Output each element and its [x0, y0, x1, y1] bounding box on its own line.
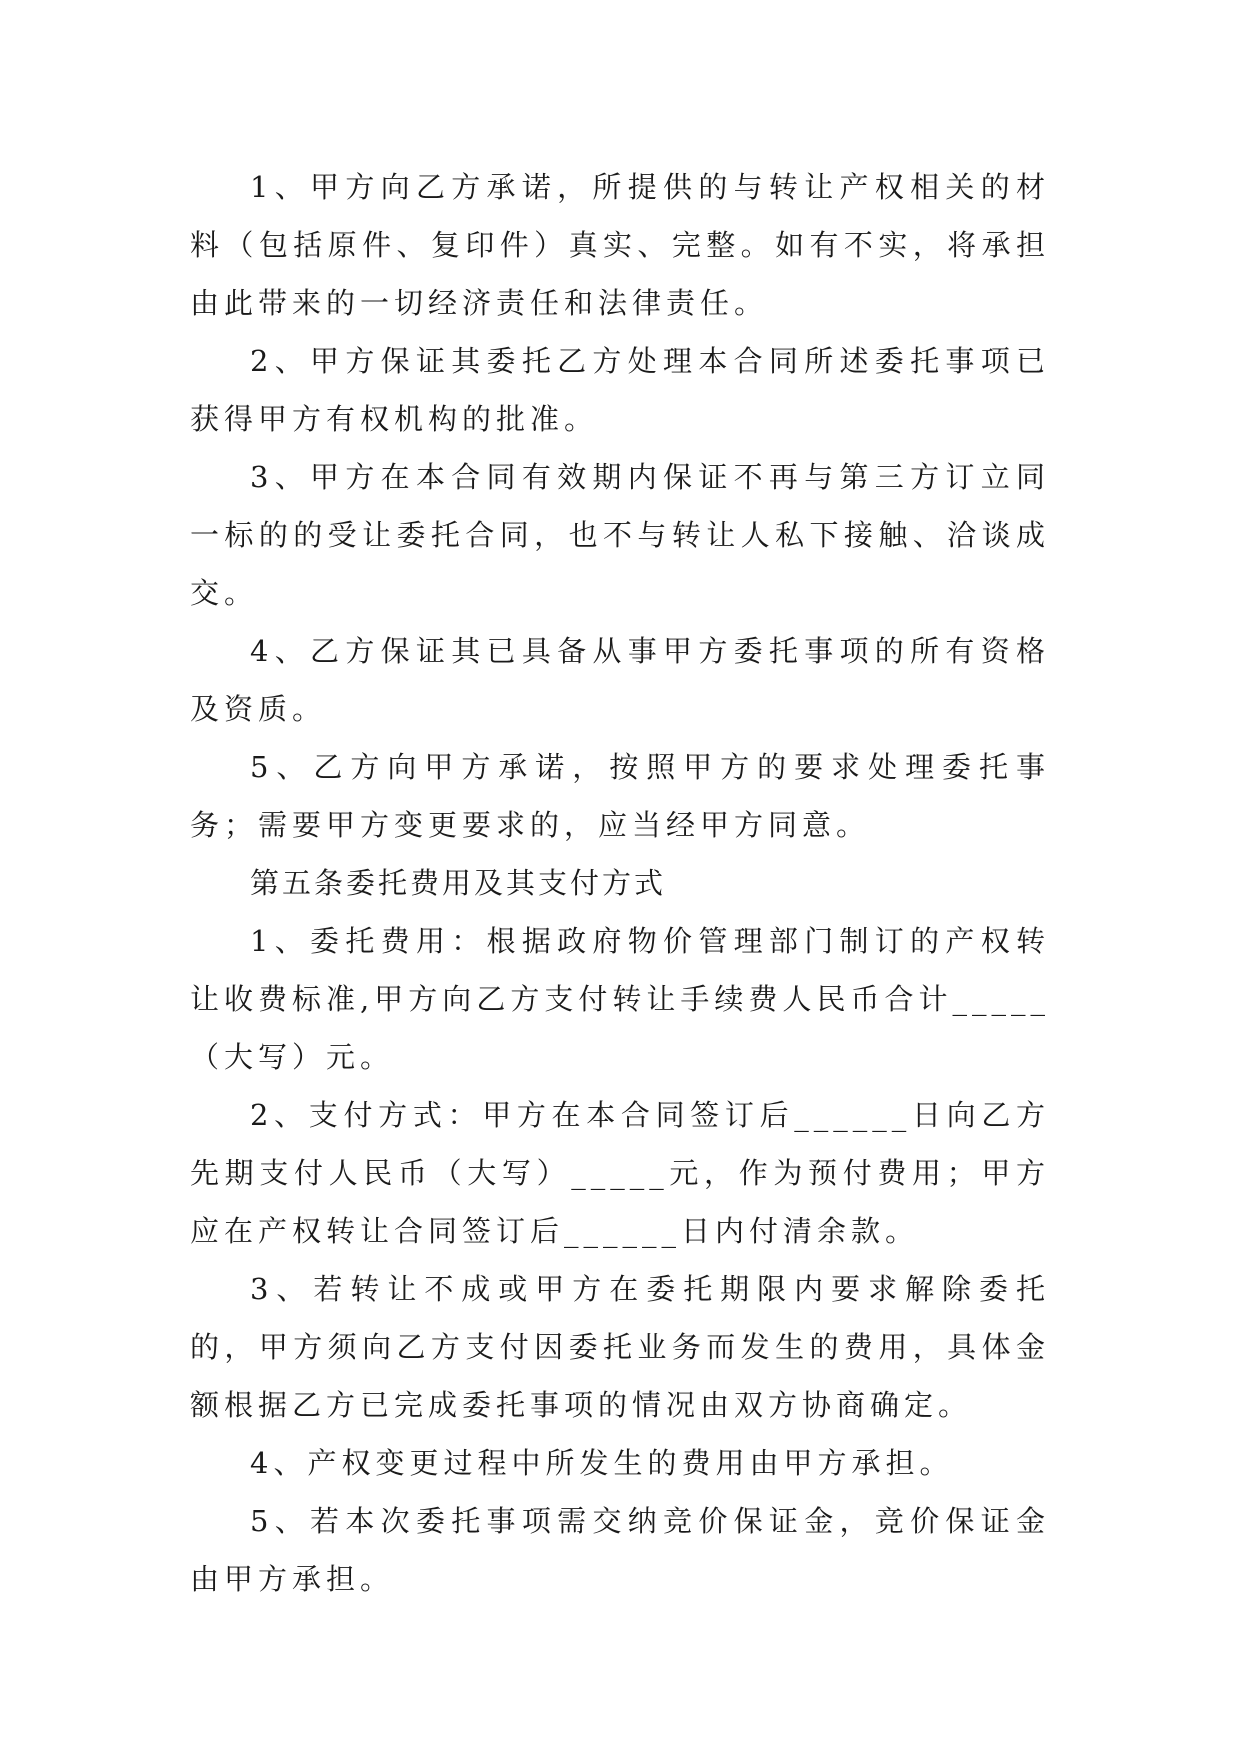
clause-paragraph: 3、若转让不成或甲方在委托期限内要求解除委托的，甲方须向乙方支付因委托业务而发生的费用，具体金额根据乙方已完成委托事项的情况由双方协商确定。: [190, 1272, 1050, 1422]
clause-paragraph: 1、甲方向乙方承诺，所提供的与转让产权相关的材料（包括原件、复印件）真实、完整。如有不实，将承担由此带来的一切经济责任和法律责任。: [190, 170, 1050, 320]
clause-paragraph: 1、委托费用：根据政府物价管理部门制订的产权转让收费标准,甲方向乙方支付转让手续费人民币合计_____（大写）元。: [190, 924, 1050, 1074]
clause-paragraph: 3、甲方在本合同有效期内保证不再与第三方订立同一标的的受让委托合同，也不与转让人私下接触、洽谈成交。: [190, 460, 1050, 610]
section-heading: 第五条委托费用及其支付方式: [250, 866, 667, 900]
clause-paragraph: 5、乙方向甲方承诺，按照甲方的要求处理委托事务；需要甲方变更要求的，应当经甲方同意。: [190, 750, 1050, 842]
clause-paragraph: 2、支付方式：甲方在本合同签订后______日向乙方先期支付人民币（大写）_____元，作为预付费用；甲方应在产权转让合同签订后______日内付清余款。: [190, 1098, 1050, 1248]
clause-paragraph: 4、产权变更过程中所发生的费用由甲方承担。: [250, 1446, 954, 1480]
document-page: [190, 158, 1050, 1608]
clause-paragraph: 4、乙方保证其已具备从事甲方委托事项的所有资格及资质。: [190, 634, 1050, 726]
clause-paragraph: 5、若本次委托事项需交纳竞价保证金，竞价保证金由甲方承担。: [190, 1504, 1050, 1596]
clause-paragraph: 2、甲方保证其委托乙方处理本合同所述委托事项已获得甲方有权机构的批准。: [190, 344, 1050, 436]
